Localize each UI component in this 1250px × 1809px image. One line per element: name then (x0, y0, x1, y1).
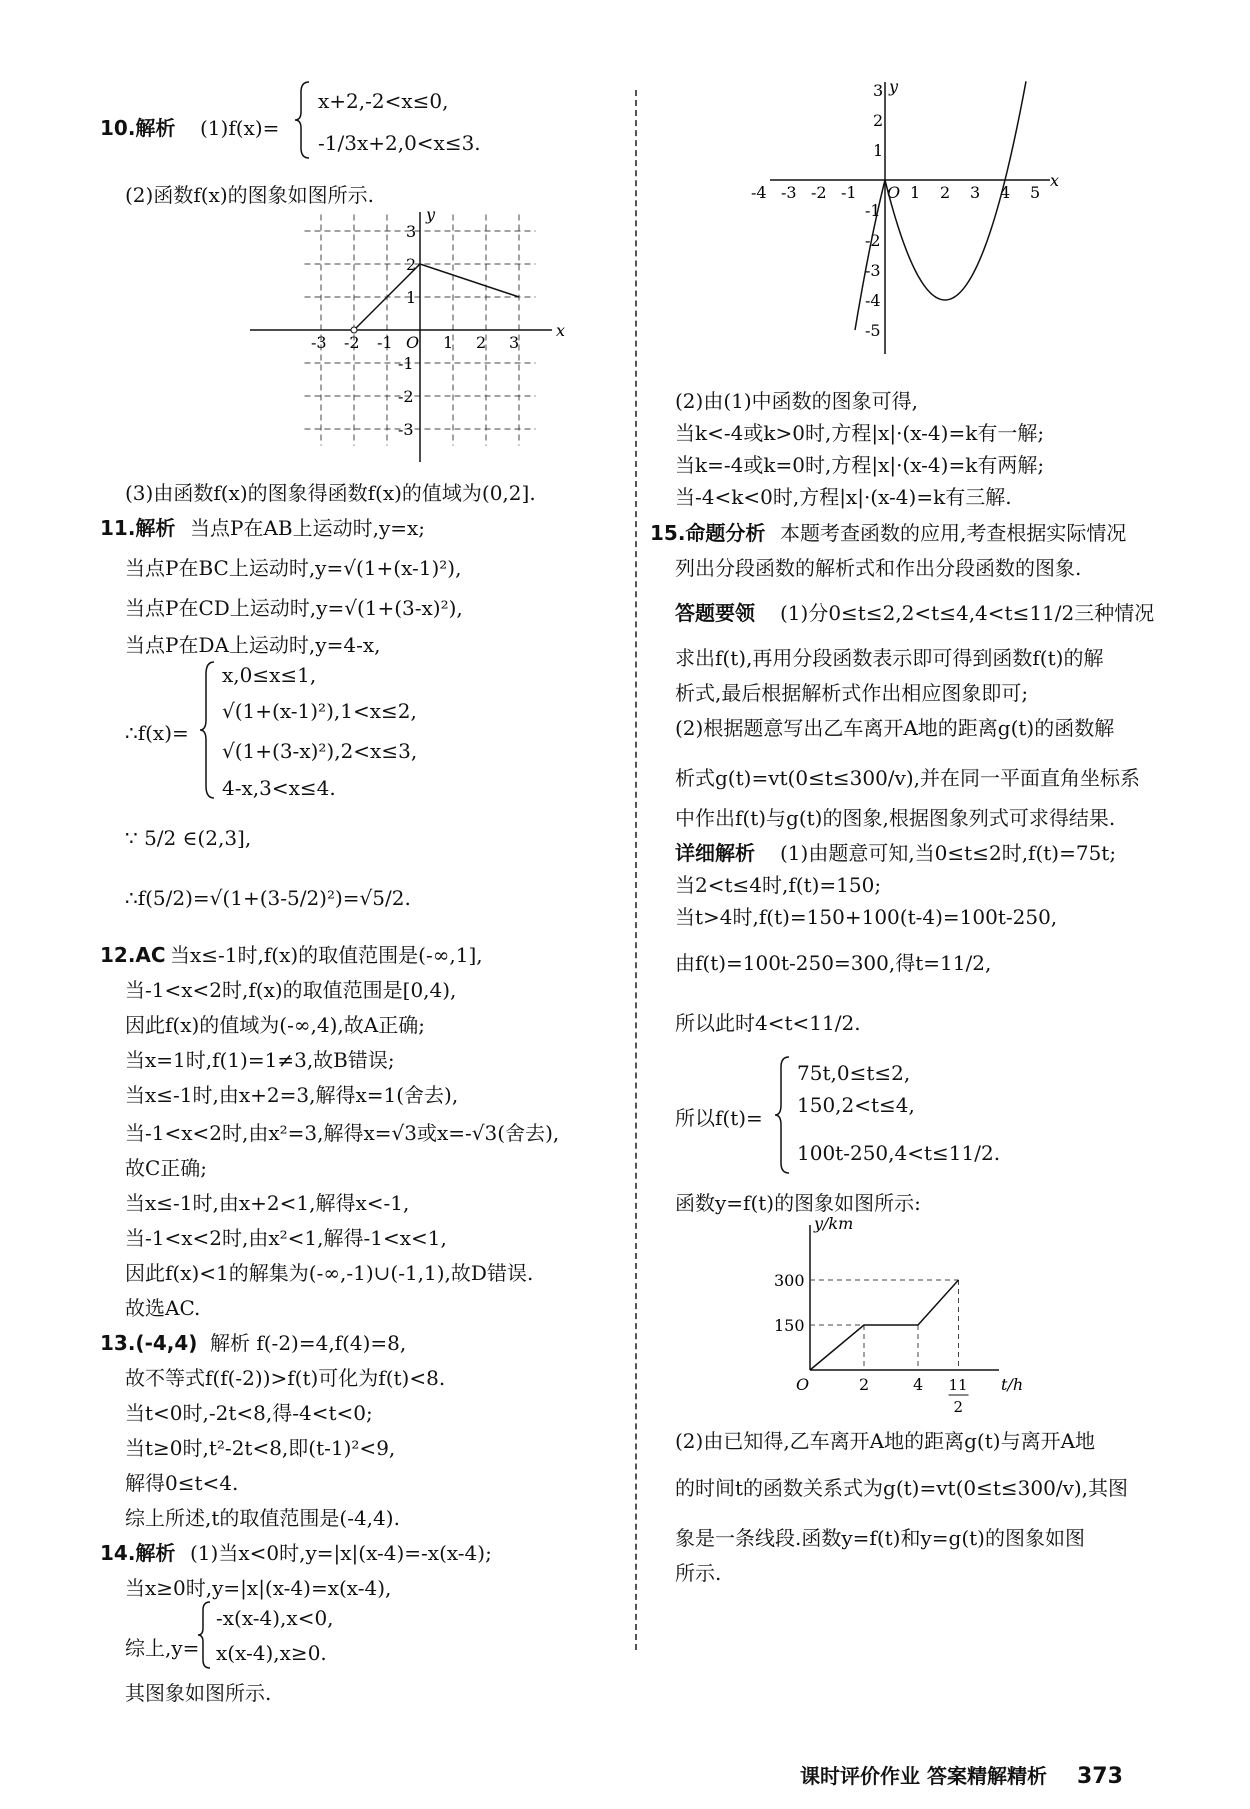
q14-line: 综上,y= (125, 1636, 200, 1660)
x-tick-label: 2 (940, 183, 951, 202)
q11-label: 11.解析 (100, 516, 176, 540)
x-tick-label: 5 (1030, 183, 1041, 202)
y-tick-label: 1 (406, 288, 417, 307)
q14-after: 当-4<k<0时,方程|x|·(x-4)=k有三解. (675, 485, 1012, 509)
x-axis-label: x (556, 321, 566, 340)
q14-line: 其图象如图所示. (125, 1681, 272, 1705)
q11-line: ∵ 5/2 ∈(2,3], (125, 826, 252, 850)
x-tick-label: -2 (344, 333, 360, 352)
y-tick-label: -1 (398, 354, 414, 373)
q12-line: 当x=1时,f(1)=1≠3,故B错误; (125, 1048, 395, 1072)
q15-line: 由f(t)=100t-250=300,得t=11/2, (675, 951, 992, 975)
q10-label: 10.解析 (100, 116, 176, 140)
q14-brace (198, 1600, 214, 1670)
q15-line: 的时间t的函数关系式为g(t)=vt(0≤t≤300/v),其图 (675, 1476, 1129, 1500)
x-axis-label: t/h (1001, 1375, 1024, 1394)
q15-line: (2)由已知得,乙车离开A地的距离g(t)与离开A地 (675, 1429, 1096, 1453)
q13-line: 当t≥0时,t²-2t<8,即(t-1)²<9, (125, 1436, 396, 1460)
q15-line: 所示. (675, 1561, 722, 1585)
q12-line: 当x≤-1时,由x+2<1,解得x<-1, (125, 1191, 410, 1215)
footer-title: 课时评价作业 答案精解精析 (800, 1764, 1047, 1788)
y-tick-label: 3 (873, 81, 884, 100)
q11-line: ∴f(5/2)=√(1+(3-5/2)²)=√5/2. (125, 886, 411, 910)
q15-line: 所以此时4<t<11/2. (675, 1011, 861, 1035)
y-tick-label: -3 (865, 261, 881, 280)
x-tick-label: 3 (970, 183, 981, 202)
q13-line: 故不等式f(f(-2))>f(t)可化为f(t)<8. (125, 1366, 446, 1390)
q15-tag: 答题要领 (675, 601, 755, 625)
x-tick-label: 1 (910, 183, 921, 202)
q12-line: 当-1<x<2时,由x²<1,解得-1<x<1, (125, 1226, 447, 1250)
q15-line: 象是一条线段.函数y=f(t)和y=g(t)的图象如图 (675, 1526, 1085, 1550)
y-tick-label: 3 (406, 222, 417, 241)
q13-line: 综上所述,t的取值范围是(-4,4). (125, 1506, 400, 1530)
x-tick-label: -2 (811, 183, 827, 202)
q14-label: 14.解析 (100, 1541, 176, 1565)
q10-func: (1)f(x)= (200, 116, 280, 140)
q14-piece: -x(x-4),x<0, (216, 1606, 334, 1630)
q15-piece: 100t-250,4<t≤11/2. (797, 1141, 1001, 1165)
q11-piece: √(1+(3-x)²),2<x≤3, (222, 739, 418, 763)
q11-line: 当点P在BC上运动时,y=√(1+(x-1)²), (125, 556, 462, 580)
x-tick-label: -1 (377, 333, 393, 352)
y-tick-label: 1 (873, 141, 884, 160)
q15-brace (775, 1055, 795, 1175)
q12-line: 因此f(x)的值域为(-∞,4),故A正确; (125, 1013, 425, 1037)
q15-piece: 75t,0≤t≤2, (797, 1061, 911, 1085)
graph-q10 (240, 205, 600, 470)
q13-line: 当t<0时,-2t<8,得-4<t<0; (125, 1401, 373, 1425)
y-axis-label: y (889, 77, 899, 96)
q15-line: (1)由题意可知,当0≤t≤2时,f(t)=75t; (780, 841, 1117, 865)
q11-line: 当点P在AB上运动时,y=x; (190, 516, 426, 540)
q12-line: 故选AC. (125, 1296, 201, 1320)
q15-line: 当t>4时,f(t)=150+100(t-4)=100t-250, (675, 905, 1058, 929)
y-tick-label: -3 (398, 420, 414, 439)
q14-after: 当k<-4或k>0时,方程|x|·(x-4)=k有一解; (675, 421, 1045, 445)
q11-line: ∴f(x)= (125, 721, 189, 745)
q11-piece: 4-x,3<x≤4. (222, 776, 336, 800)
q10-part3: (3)由函数f(x)的图象得函数f(x)的值域为(0,2]. (125, 481, 536, 505)
x-tick-label: 4 (1000, 183, 1011, 202)
q12-line: 当-1<x<2时,由x²=3,解得x=√3或x=-√3(舍去), (125, 1121, 560, 1145)
q12-line: 当x≤-1时,由x+2=3,解得x=1(舍去), (125, 1083, 459, 1107)
y-tick-label: 300 (774, 1271, 805, 1290)
q15-line: 所以f(t)= (675, 1106, 763, 1130)
origin-label: O (887, 183, 901, 202)
y-tick-label: 2 (406, 255, 417, 274)
q12-line: 故C正确; (125, 1156, 208, 1180)
page-footer (800, 1760, 1123, 1789)
q12-line: 因此f(x)<1的解集为(-∞,-1)∪(-1,1),故D错误. (125, 1261, 534, 1285)
x-tick-label: -3 (781, 183, 797, 202)
q11-piece: x,0≤x≤1, (222, 663, 317, 687)
page-number: 373 (1076, 1764, 1123, 1789)
q15-line: 当2<t≤4时,f(t)=150; (675, 873, 882, 897)
x-tick-label: 3 (509, 333, 520, 352)
graph-q15 (770, 1215, 1070, 1415)
q15-label: 15.命题分析 (650, 521, 766, 545)
y-tick-label: -4 (865, 291, 881, 310)
q15-line: 本题考查函数的应用,考查根据实际情况 (780, 521, 1127, 545)
q15-tag: 详细解析 (675, 841, 755, 865)
y-axis-label: y/km (814, 1214, 854, 1233)
q10-brace (295, 80, 315, 160)
y-tick-label: -2 (398, 387, 414, 406)
q12-label: 12.AC (100, 943, 166, 967)
y-tick-label: -2 (865, 231, 881, 250)
q15-line: 函数y=f(t)的图象如图所示: (675, 1191, 921, 1215)
origin-label: O (406, 333, 420, 352)
q15-line: 求出f(t),再用分段函数表示即可得到函数f(t)的解 (675, 646, 1104, 670)
y-tick-label: -1 (865, 201, 881, 220)
graph-q14 (751, 77, 1170, 380)
x-tick-label: 1 (443, 333, 454, 352)
origin-label: O (796, 1375, 810, 1394)
q15-line: 析式,最后根据解析式作出相应图象即可; (675, 681, 1029, 705)
x-axis-label: x (1050, 171, 1060, 190)
x-tick-label: -1 (841, 183, 857, 202)
y-tick-label: 150 (774, 1316, 805, 1335)
y-axis-label: y (426, 205, 436, 224)
q13-line: 解得0≤t<4. (125, 1471, 239, 1495)
q15-line: (2)根据题意写出乙车离开A地的距离g(t)的函数解 (675, 716, 1115, 740)
q11-line: 当点P在CD上运动时,y=√(1+(3-x)²), (125, 596, 463, 620)
q13-line: 解析 f(-2)=4,f(4)=8, (210, 1331, 407, 1355)
q12-line: 当-1<x<2时,f(x)的取值范围是[0,4), (125, 978, 457, 1002)
q15-line: 中作出f(t)与g(t)的图象,根据图象列式可求得结果. (675, 806, 1116, 830)
y-tick-label: 2 (873, 111, 884, 130)
q10-piece-1: x+2,-2<x≤0, (318, 89, 449, 113)
q15-piece: 150,2<t≤4, (797, 1093, 915, 1117)
q10-piece-2: -1/3x+2,0<x≤3. (318, 131, 481, 155)
open-endpoint (351, 327, 357, 333)
x-tick-label: -3 (311, 333, 327, 352)
x-tick-label: -4 (751, 183, 767, 202)
q14-piece: x(x-4),x≥0. (216, 1641, 327, 1665)
x-tick-label: 2 (953, 1398, 964, 1416)
q14-after: 当k=-4或k=0时,方程|x|·(x-4)=k有两解; (675, 453, 1045, 477)
q12-line: 当x≤-1时,f(x)的取值范围是(-∞,1], (170, 943, 483, 967)
q14-after: (2)由(1)中函数的图象可得, (675, 389, 919, 413)
x-tick-label: 11 (948, 1376, 968, 1394)
q15-line: 列出分段函数的解析式和作出分段函数的图象. (675, 556, 1082, 580)
x-tick-label: 2 (476, 333, 487, 352)
q11-piece: √(1+(x-1)²),1<x≤2, (222, 699, 417, 723)
q14-line: (1)当x<0时,y=|x|(x-4)=-x(x-4); (190, 1541, 492, 1565)
x-tick-label: 2 (859, 1375, 870, 1394)
q14-line: 当x≥0时,y=|x|(x-4)=x(x-4), (125, 1576, 392, 1600)
column-divider (635, 90, 637, 1650)
x-tick-label: 4 (913, 1375, 924, 1394)
q10-part2: (2)函数f(x)的图象如图所示. (125, 183, 374, 207)
q11-brace (200, 660, 220, 800)
q15-line: (1)分0≤t≤2,2<t≤4,4<t≤11/2三种情况 (780, 601, 1155, 625)
q11-line: 当点P在DA上运动时,y=4-x, (125, 633, 381, 657)
q15-line: 析式g(t)=vt(0≤t≤300/v),并在同一平面直角坐标系 (675, 766, 1140, 790)
q13-label: 13.(-4,4) (100, 1331, 198, 1355)
y-tick-label: -5 (865, 321, 881, 340)
